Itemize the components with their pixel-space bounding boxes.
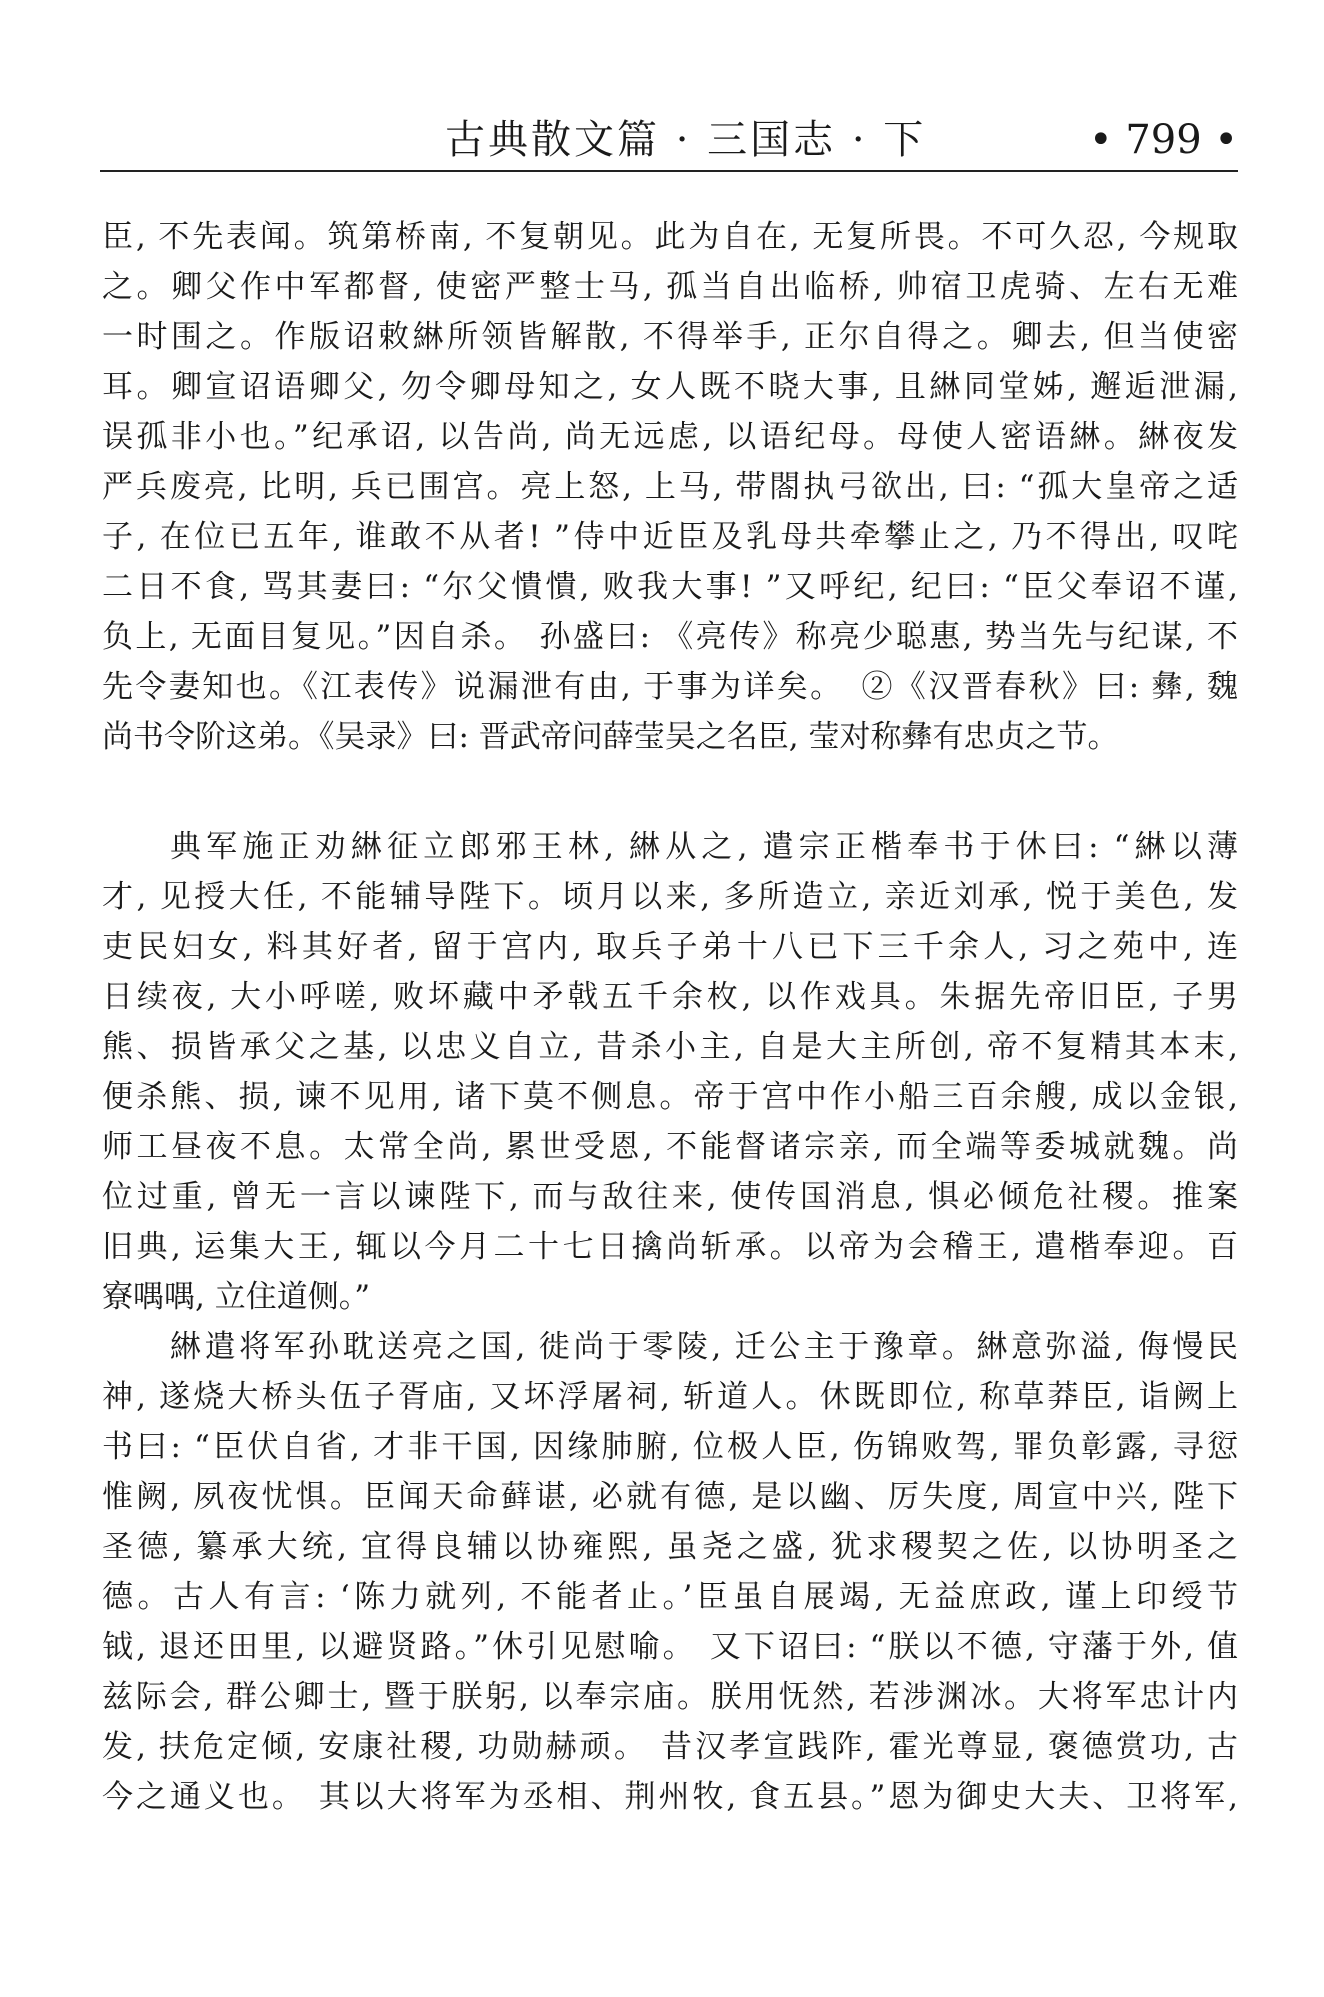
- note-line: 严兵废亮, 比明, 兵已围宫。亮上怒, 上马, 带閤执弓欲出, 曰: “孤大皇帝之适: [102, 469, 1238, 505]
- text-line: 寮喁喁, 立住道侧。”: [102, 1279, 371, 1315]
- header-rule: [100, 170, 1238, 172]
- text-line: 吏民妇女, 料其好者, 留于宫内, 取兵子弟十八已下三千余人, 习之苑中, 连: [102, 929, 1238, 965]
- text-line: 钺, 退还田里, 以避贤路。”休引见慰喻。 又下诏曰: “朕以不德, 守藩于外, 值: [102, 1629, 1238, 1665]
- running-header: [100, 110, 1238, 170]
- text-line: 师工昼夜不息。太常全尚, 累世受恩, 不能督诸宗亲, 而全端等委城就魏。尚: [102, 1129, 1238, 1165]
- text-line: 熊、损皆承父之基, 以忠义自立, 昔杀小主, 自是大主所创, 帝不复精其本末,: [102, 1029, 1238, 1065]
- header-title: 古典散文篇 · 三国志 · 下: [445, 117, 927, 163]
- main-text: [102, 822, 1238, 1822]
- text-line: 书曰: “臣伏自省, 才非干国, 因缘肺腑, 位极人臣, 伤锦败驾, 罪负彰露, 寻愆: [102, 1429, 1238, 1465]
- text-line: 旧典, 运集大王, 辄以今月二十七日擒尚斩承。以帝为会稽王, 遣楷奉迎。百: [102, 1229, 1238, 1265]
- text-line: 位过重, 曾无一言以谏陛下, 而与敌往来, 使传国消息, 惧必倾危社稷。推案: [102, 1179, 1238, 1215]
- text-line: 惟阙, 夙夜忧惧。臣闻天命藓谌, 必就有德, 是以幽、厉失度, 周宣中兴, 陛下: [102, 1479, 1238, 1515]
- note-line: 之。卿父作中军都督, 使密严整士马, 孤当自出临桥, 帅宿卫虎骑、左右无难: [102, 269, 1238, 305]
- text-line: 日续夜, 大小呼嗟, 败坏藏中矛戟五千余枚, 以作戏具。朱据先帝旧臣, 子男: [102, 979, 1238, 1015]
- text-line: 神, 遂烧大桥头伍子胥庙, 又坏浮屠祠, 斩道人。休既即位, 称草莽臣, 诣阙上: [102, 1379, 1238, 1415]
- text-line: 发, 扶危定倾, 安康社稷, 功勋赫顽。 昔汉孝宣践阼, 霍光尊显, 褒德赏功, 古: [102, 1729, 1238, 1765]
- note-line: 耳。卿宣诏语卿父, 勿令卿母知之, 女人既不晓大事, 且綝同堂姊, 邂逅泄漏,: [102, 369, 1238, 405]
- text-line: 圣德, 纂承大统, 宜得良辅以协雍熙, 虽尧之盛, 犹求稷契之佐, 以协明圣之: [102, 1529, 1238, 1565]
- note-line: 误孤非小也。”纪承诏, 以告尚, 尚无远虑, 以语纪母。母使人密语綝。綝夜发: [102, 419, 1238, 455]
- note-line: 先令妻知也。《江表传》说漏泄有由, 于事为详矣。 ②《汉晋春秋》曰: 彝, 魏: [102, 669, 1238, 705]
- note-line: 子, 在位已五年, 谁敢不从者! ”侍中近臣及乳母共牵攀止之, 乃不得出, 叹咤: [102, 519, 1238, 555]
- text-line: 才, 见授大任, 不能辅导陛下。顷月以来, 多所造立, 亲近刘承, 悦于美色, 发: [102, 879, 1238, 915]
- paragraph-first-line: 典军施正劝綝征立郎邪王林, 綝从之, 遣宗正楷奉书于休曰: “綝以薄: [170, 829, 1238, 865]
- text-line: 今之通义也。 其以大将军为丞相、荆州牧, 食五县。”恩为御史大夫、卫将军,: [102, 1779, 1238, 1815]
- paragraph-first-line: 綝遣将军孙耽送亮之国, 徙尚于零陵, 迁公主于豫章。綝意弥溢, 侮慢民: [170, 1329, 1238, 1365]
- text-line: 兹际会, 群公卿士, 暨于朕躬, 以奉宗庙。朕用怃然, 若涉渊冰。大将军忠计内: [102, 1679, 1238, 1715]
- note-line: 一时围之。作版诏敕綝所领皆解散, 不得举手, 正尔自得之。卿去, 但当使密: [102, 319, 1238, 355]
- note-line: 尚书令阶这弟。《吴录》曰: 晋武帝问薛莹吴之名臣, 莹对称彝有忠贞之节。: [102, 719, 1119, 755]
- page-number: • 799 •: [1089, 117, 1238, 163]
- annotation-notes: [102, 212, 1238, 762]
- note-line: 二日不食, 骂其妻曰: “尔父憒憒, 败我大事! ”又呼纪, 纪曰: “臣父奉诏不谨,: [102, 569, 1238, 605]
- note-line: 臣, 不先表闻。筑第桥南, 不复朝见。此为自在, 无复所畏。不可久忍, 今规取: [102, 219, 1238, 255]
- text-line: 德。古人有言: ‘陈力就列, 不能者止。’臣虽自展竭, 无益庶政, 谨上印绶节: [102, 1579, 1238, 1615]
- note-line: 负上, 无面目复见。”因自杀。 孙盛曰: 《亮传》称亮少聪惠, 势当先与纪谋, 不: [102, 619, 1238, 655]
- text-line: 便杀熊、损, 谏不见用, 诸下莫不侧息。帝于宫中作小船三百余艘, 成以金银,: [102, 1079, 1238, 1115]
